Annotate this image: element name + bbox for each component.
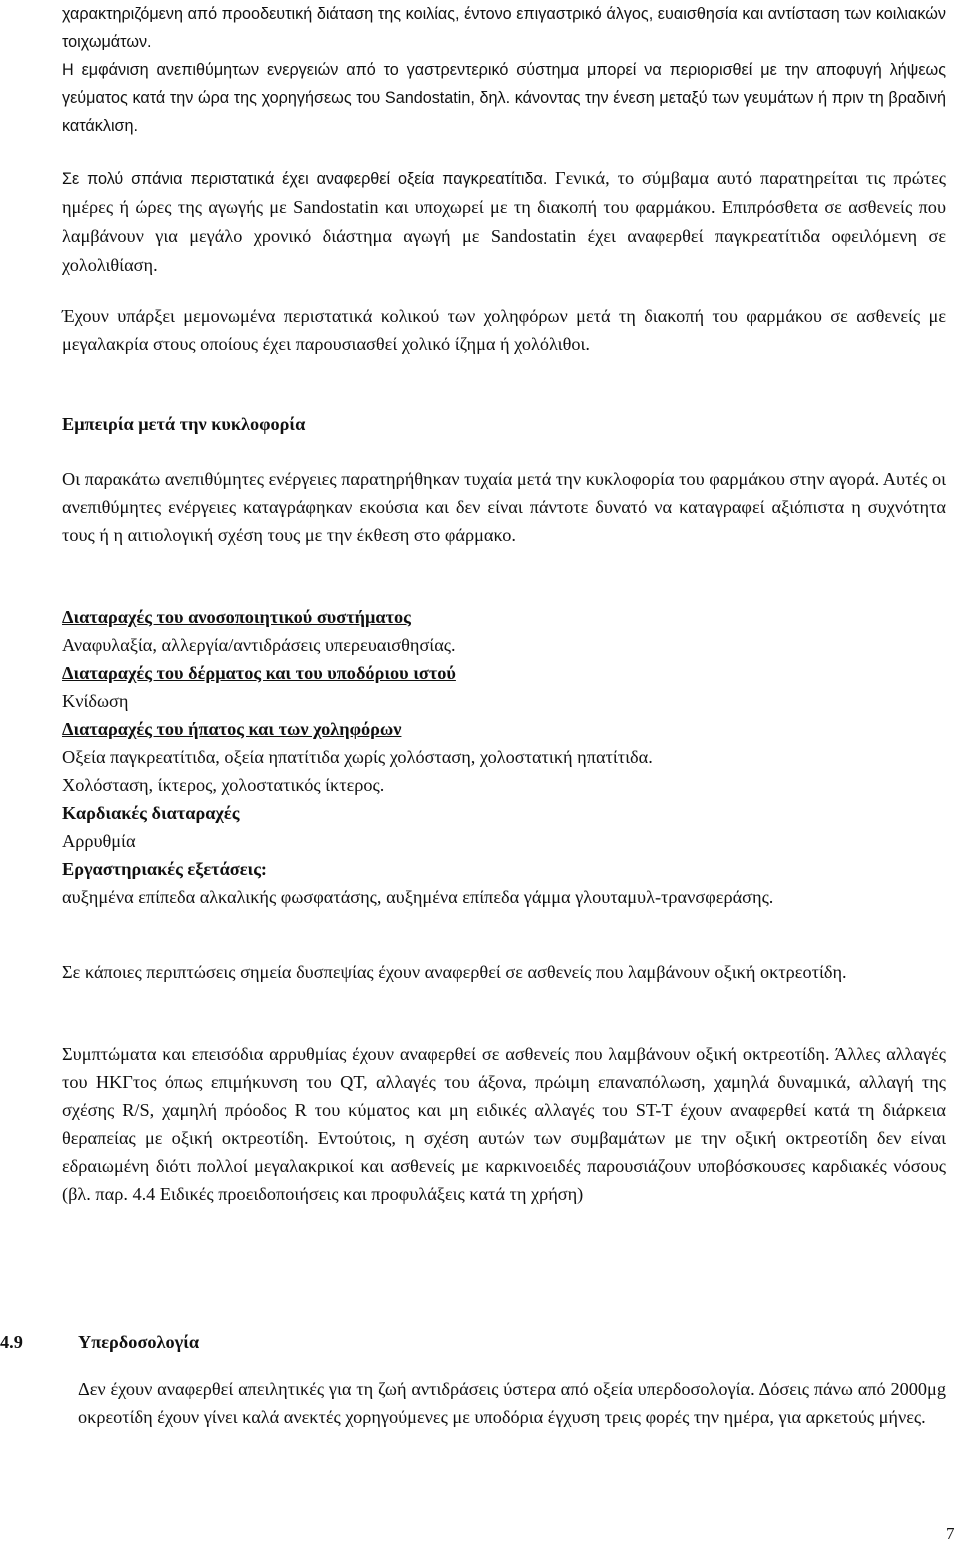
page-number: 7 bbox=[946, 1524, 955, 1543]
reaction-heading-liver: Διαταραχές του ήπατος και των χοληφόρων bbox=[62, 719, 402, 739]
post-marketing-text: Οι παρακάτω ανεπιθύμητες ενέργειες παρατηρήθηκαν τυχαία μετά την κυκλοφορία του φαρμάκου στην αγορά. Αυτές οι ανεπιθύμητες ενέργειες καταγράφηκαν εκούσια και δεν είναι πάντοτε δυνατό να καταγραφεί αξιόπιστα η συχνότητα τους ή η αιτιολογική σχέση τους με την έκθεση στο φάρμακο. bbox=[62, 469, 946, 545]
reaction-heading-skin: Διαταραχές του δέρματος και του υποδόριου ιστού bbox=[62, 663, 456, 683]
reaction-text-liver-2: Χολόσταση, ίκτερος, χολοστατικός ίκτερος. bbox=[62, 775, 385, 795]
reaction-text-lab: αυξημένα επίπεδα αλκαλικής φωσφατάσης, αυξημένα επίπεδα γάμμα γλουταμυλ-τρανσφεράσης. bbox=[62, 887, 774, 907]
section-number: 4.9 bbox=[0, 1332, 23, 1352]
reaction-text-liver: Οξεία παγκρεατίτιδα, οξεία ηπατίτιδα χωρίς χολόσταση, χολοστατική ηπατίτιδα. bbox=[62, 747, 653, 767]
overdose-text: Δεν έχουν αναφερθεί απειλητικές για τη ζωή αντιδράσεις ύστερα από οξεία υπερδοσολογία. Δόσεις πάνω από 2000μg οκρεοτίδη έχουν γίνει καλά ανεκτές χορηγούμενες με υποδόρια έγχυση τρεις φορές την ημέρα, για αρκετούς μήνες. bbox=[78, 1379, 946, 1427]
post-marketing-text-block bbox=[62, 465, 946, 549]
reaction-heading-lab: Εργαστηριακές εξετάσεις: bbox=[62, 859, 268, 879]
pancreatitis-rest: Γενικά, το σύμβαμα αυτό παρατηρείται τις πρώτες ημέρες ή ώρες της αγωγής με Sandostatin και υποχωρεί με τη διακοπή του φαρμάκου. Επιπρόσθετα σε ασθενείς που λαμβάνουν για μεγάλο χρονικό διάστημα αγωγή με Sandostatin έχει αναφερθεί παγκρεατίτιδα οφειλόμενη σε χολολιθίαση. bbox=[62, 168, 947, 275]
dyspepsia-paragraph: Σε κάποιες περιπτώσεις σημεία δυσπεψίας έχουν αναφερθεί σε ασθενείς που λαμβάνουν οξική οκτρεοτίδη. bbox=[62, 962, 847, 982]
intro-line-2: Η εμφάνιση ανεπιθύμητων ενεργειών από το γαστρεντερικό σύστημα μπορεί να περιορισθεί με την αποφυγή λήψεως γεύματος κατά την ώρα της χορηγήσεως του Sandostatin, δηλ. κάνοντας την ένεση μεταξύ των γευμάτων ή πριν τη βραδινή κατάκλιση. bbox=[62, 61, 946, 135]
post-marketing-heading: Εμπειρία μετά την κυκλοφορία bbox=[62, 414, 306, 434]
reaction-text-cardiac: Αρρυθμία bbox=[62, 831, 136, 851]
colic-paragraph: Έχουν υπάρξει μεμονωμένα περιστατικά κολικού των χοληφόρων μετά τη διακοπή του φαρμάκου σε ασθενείς με μεγαλακρία στους οποίους έχει παρουσιασθεί χολικό ίζημα ή χολόλιθοι. bbox=[62, 306, 946, 354]
section-title: Υπερδοσολογία bbox=[78, 1332, 200, 1352]
arrhythmia-paragraph: Συμπτώματα και επεισόδια αρρυθμίας έχουν αναφερθεί σε ασθενείς που λαμβάνουν οξική οκτρεοτίδη. Άλλες αλλαγές του ΗΚΓτος όπως επιμήκυνση του QT, αλλαγές του άξονα, πρώιμη επαναπόλωση, χαμηλά δυναμικά, αλλαγή της σχέσης R/S, χαμηλή πρόοδος R του κύματος και μη ειδικές αλλαγές του ST-T έχουν αναφερθεί κατά τη διάρκεια θεραπείας με οξική οκτρεοτίδη. Εντούτοις, η σχέση αυτών των συμβαμάτων με την οξική οκτρεοτίδη δεν είναι εδραιωμένη διότι πολλοί μεγαλακρικοί και ασθενείς με καρκινοειδές παρουσιάζουν υποβόσκουσες καρδιακές νόσους (βλ. παρ. 4.4 Ειδικές προειδοποιήσεις και προφυλάξεις κατά τη χρήση) bbox=[62, 1044, 946, 1204]
post-marketing-section bbox=[62, 410, 946, 438]
intro-line-1: χαρακτηριζόμενη από προοδευτική διάταση της κοιλίας, έντονο επιγαστρικό άλγος, ευαισθησία και αντίσταση των κοιλιακών τοιχωμάτων. bbox=[62, 5, 946, 51]
reactions-list bbox=[62, 603, 946, 911]
reaction-text-skin: Κνίδωση bbox=[62, 691, 129, 711]
pancreatitis-sentence-1: Σε πολύ σπάνια περιστατικά έχει αναφερθεί οξεία παγκρεατίτιδα. bbox=[62, 170, 548, 188]
pancreatitis-paragraph bbox=[62, 164, 946, 280]
reaction-heading-cardiac: Καρδιακές διαταραχές bbox=[62, 803, 240, 823]
reaction-text-immune: Αναφυλαξία, αλλεργία/αντιδράσεις υπερευαισθησίας. bbox=[62, 635, 456, 655]
reaction-heading-immune: Διαταραχές του ανοσοποιητικού συστήματος bbox=[62, 607, 411, 627]
intro-continuation bbox=[62, 0, 946, 140]
